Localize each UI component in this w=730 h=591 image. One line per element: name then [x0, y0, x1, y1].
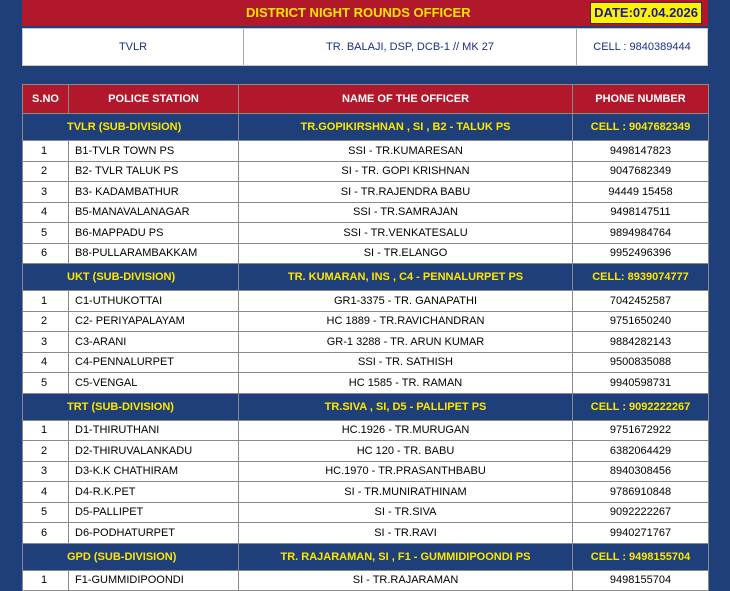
cell-officer-name: SI - TR.RAJENDRA BABU: [239, 182, 573, 203]
cell-police-station: B3- KADAMBATHUR: [69, 182, 239, 203]
cell-phone-number: 9894984764: [573, 223, 709, 244]
table-row: [23, 141, 709, 162]
cell-sno: 2: [23, 161, 69, 182]
cell-sno: 5: [23, 502, 69, 523]
subdivision-name: TRT (SUB-DIVISION): [23, 393, 239, 420]
table-row: [23, 570, 709, 591]
page-title: DISTRICT NIGHT ROUNDS OFFICER: [246, 5, 471, 20]
table-row: [23, 352, 709, 373]
cell-police-station: D1-THIRUTHANI: [69, 420, 239, 441]
rounds-table: [22, 84, 709, 591]
table-row: [23, 332, 709, 353]
district-area: TVLR: [23, 29, 244, 65]
subdivision-name: UKT (SUB-DIVISION): [23, 264, 239, 291]
subdivision-cell: CELL : 9092222267: [573, 393, 709, 420]
subdivision-cell: CELL: 8939074777: [573, 264, 709, 291]
cell-phone-number: 9498147823: [573, 141, 709, 162]
table-row: [23, 311, 709, 332]
cell-phone-number: 8940308456: [573, 461, 709, 482]
cell-officer-name: SI - TR.RAJARAMAN: [239, 570, 573, 591]
cell-police-station: D6-PODHATURPET: [69, 523, 239, 544]
subdivision-row: [23, 393, 709, 420]
table-row: [23, 373, 709, 394]
cell-phone-number: 6382064429: [573, 441, 709, 462]
cell-officer-name: SI - TR.RAVI: [239, 523, 573, 544]
header-sno: S.NO: [23, 85, 69, 114]
cell-phone-number: 7042452587: [573, 291, 709, 312]
cell-sno: 1: [23, 570, 69, 591]
cell-officer-name: HC.1970 - TR.PRASANTHBABU: [239, 461, 573, 482]
cell-sno: 6: [23, 243, 69, 264]
cell-sno: 3: [23, 332, 69, 353]
cell-officer-name: GR1-3375 - TR. GANAPATHI: [239, 291, 573, 312]
cell-police-station: B1-TVLR TOWN PS: [69, 141, 239, 162]
cell-sno: 6: [23, 523, 69, 544]
cell-officer-name: GR-1 3288 - TR. ARUN KUMAR: [239, 332, 573, 353]
cell-police-station: B6-MAPPADU PS: [69, 223, 239, 244]
cell-police-station: D4-R.K.PET: [69, 482, 239, 503]
table-row: [23, 223, 709, 244]
cell-sno: 1: [23, 420, 69, 441]
table-row: [23, 182, 709, 203]
cell-phone-number: 9498155704: [573, 570, 709, 591]
cell-police-station: D2-THIRUVALANKADU: [69, 441, 239, 462]
header-phone-number: PHONE NUMBER: [573, 85, 709, 114]
cell-phone-number: 9952496396: [573, 243, 709, 264]
date-badge: DATE:07.04.2026: [590, 2, 702, 24]
cell-officer-name: SSI - TR.SAMRAJAN: [239, 202, 573, 223]
cell-police-station: B8-PULLARAMBAKKAM: [69, 243, 239, 264]
subdivision-name: GPD (SUB-DIVISION): [23, 543, 239, 570]
cell-sno: 3: [23, 461, 69, 482]
cell-police-station: F1-GUMMIDIPOONDI: [69, 570, 239, 591]
table-row: [23, 243, 709, 264]
cell-sno: 5: [23, 373, 69, 394]
district-officer-name: TR. BALAJI, DSP, DCB-1 // MK 27: [244, 29, 577, 65]
cell-officer-name: HC 1889 - TR.RAVICHANDRAN: [239, 311, 573, 332]
cell-phone-number: 9047682349: [573, 161, 709, 182]
table-row: [23, 291, 709, 312]
subdivision-officer: TR.SIVA , SI, D5 - PALLIPET PS: [239, 393, 573, 420]
cell-officer-name: SI - TR.ELANGO: [239, 243, 573, 264]
cell-police-station: C1-UTHUKOTTAI: [69, 291, 239, 312]
subdivision-cell: CELL : 9047682349: [573, 114, 709, 141]
cell-officer-name: HC 1585 - TR. RAMAN: [239, 373, 573, 394]
table-header-row: [23, 85, 709, 114]
table-row: [23, 420, 709, 441]
cell-officer-name: SSI - TR.VENKATESALU: [239, 223, 573, 244]
subdivision-officer: TR.GOPIKIRSHNAN , SI , B2 - TALUK PS: [239, 114, 573, 141]
subdivision-name: TVLR (SUB-DIVISION): [23, 114, 239, 141]
table-body: [23, 114, 709, 591]
cell-sno: 4: [23, 482, 69, 503]
table-row: [23, 161, 709, 182]
cell-police-station: B2- TVLR TALUK PS: [69, 161, 239, 182]
cell-sno: 2: [23, 311, 69, 332]
cell-phone-number: 9884282143: [573, 332, 709, 353]
title-bar: [22, 0, 708, 26]
cell-sno: 2: [23, 441, 69, 462]
cell-phone-number: 9092222267: [573, 502, 709, 523]
cell-phone-number: 9940598731: [573, 373, 709, 394]
cell-police-station: C4-PENNALURPET: [69, 352, 239, 373]
district-officer-box: [22, 28, 708, 66]
cell-police-station: D5-PALLIPET: [69, 502, 239, 523]
cell-sno: 5: [23, 223, 69, 244]
cell-phone-number: 9751650240: [573, 311, 709, 332]
cell-officer-name: SI - TR.MUNIRATHINAM: [239, 482, 573, 503]
table-row: [23, 461, 709, 482]
cell-officer-name: SSI - TR. SATHISH: [239, 352, 573, 373]
subdivision-cell: CELL : 9498155704: [573, 543, 709, 570]
subdivision-row: [23, 543, 709, 570]
cell-sno: 3: [23, 182, 69, 203]
cell-officer-name: SSI - TR.KUMARESAN: [239, 141, 573, 162]
cell-phone-number: 94449 15458: [573, 182, 709, 203]
cell-police-station: C3-ARANI: [69, 332, 239, 353]
cell-sno: 4: [23, 202, 69, 223]
table-row: [23, 523, 709, 544]
cell-phone-number: 9751672922: [573, 420, 709, 441]
subdivision-officer: TR. KUMARAN, INS , C4 - PENNALURPET PS: [239, 264, 573, 291]
cell-officer-name: HC.1926 - TR.MURUGAN: [239, 420, 573, 441]
subdivision-officer: TR. RAJARAMAN, SI , F1 - GUMMIDIPOONDI PS: [239, 543, 573, 570]
table-row: [23, 502, 709, 523]
cell-police-station: B5-MANAVALANAGAR: [69, 202, 239, 223]
subdivision-row: [23, 264, 709, 291]
subdivision-row: [23, 114, 709, 141]
cell-sno: 4: [23, 352, 69, 373]
table-row: [23, 441, 709, 462]
cell-phone-number: 9500835088: [573, 352, 709, 373]
cell-police-station: C2- PERIYAPALAYAM: [69, 311, 239, 332]
cell-police-station: D3-K.K CHATHIRAM: [69, 461, 239, 482]
cell-police-station: C5-VENGAL: [69, 373, 239, 394]
cell-sno: 1: [23, 141, 69, 162]
cell-sno: 1: [23, 291, 69, 312]
cell-phone-number: 9940271767: [573, 523, 709, 544]
cell-officer-name: HC 120 - TR. BABU: [239, 441, 573, 462]
header-police-station: POLICE STATION: [69, 85, 239, 114]
header-officer-name: NAME OF THE OFFICER: [239, 85, 573, 114]
cell-phone-number: 9786910848: [573, 482, 709, 503]
table-row: [23, 202, 709, 223]
district-officer-cell: CELL : 9840389444: [593, 41, 691, 53]
cell-phone-number: 9498147511: [573, 202, 709, 223]
table-row: [23, 482, 709, 503]
cell-officer-name: SI - TR.SIVA: [239, 502, 573, 523]
cell-officer-name: SI - TR. GOPI KRISHNAN: [239, 161, 573, 182]
